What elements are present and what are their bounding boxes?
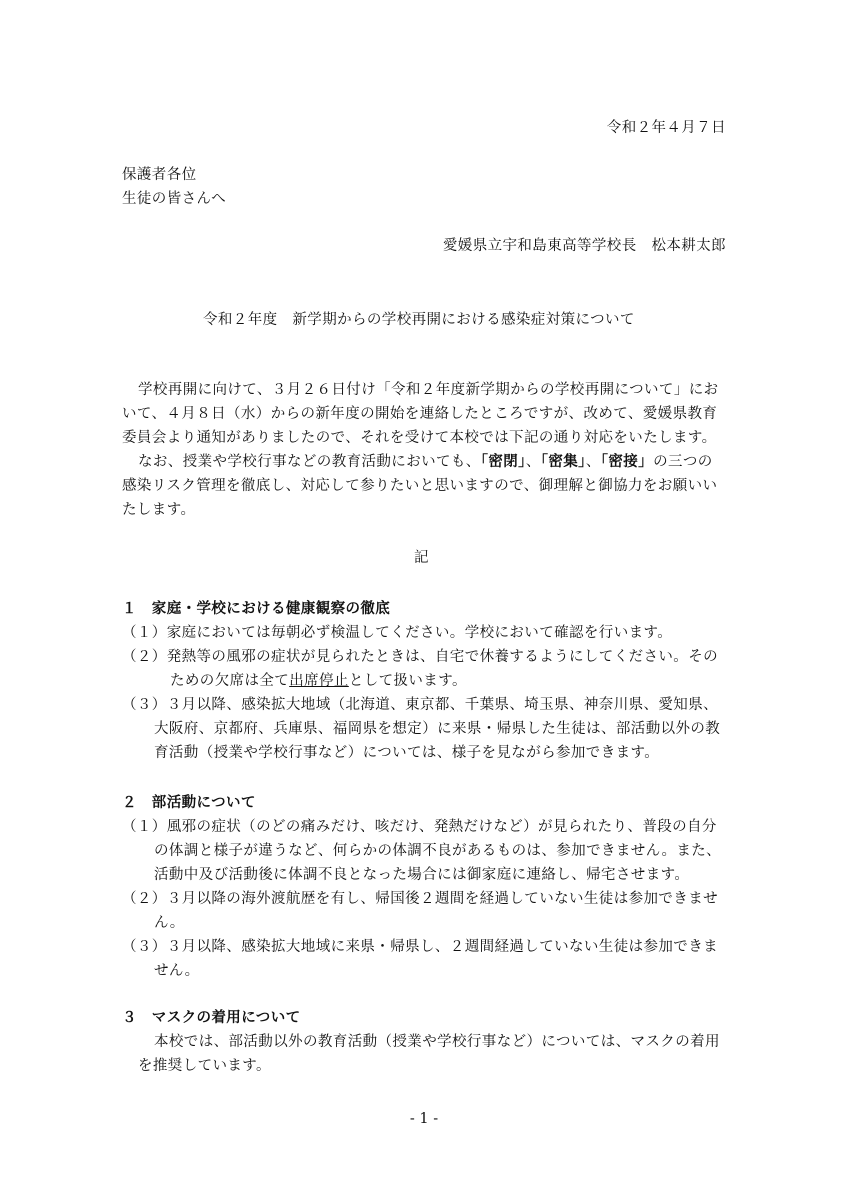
- emphasis-close-contact: 「密接」: [600, 454, 654, 470]
- separator: 、: [525, 454, 541, 470]
- separator: 、: [585, 454, 601, 470]
- section-2-item-1-cont: の体調と様子が違うなど、何らかの体調不良があるものは、参加できません。また、: [154, 843, 722, 859]
- emphasis-crowds: 「密集」: [540, 454, 586, 470]
- date: 令和２年４月７日: [606, 120, 726, 136]
- attendance-suspension-term: 出席停止: [289, 673, 349, 689]
- page-number: - 1 -: [409, 1111, 439, 1127]
- recipient-guardians: 保護者各位: [122, 167, 197, 183]
- item-text: として扱います。: [348, 673, 467, 689]
- emphasis-closed-spaces: 「密閉」: [480, 454, 526, 470]
- ki-marker: 記: [414, 550, 429, 566]
- section-2-item-2: （２）３月以降の海外渡航歴を有し、帰国後２週間を経過していない生徒は参加できませ: [122, 891, 718, 907]
- section-1-item-2: （２）発熱等の風邪の症状が見られたときは、自宅で休養するようにしてください。その: [122, 649, 718, 665]
- recipient-students: 生徒の皆さんへ: [122, 191, 227, 207]
- section-2-item-1-cont: 活動中及び活動後に体調不良となった場合には御家庭に連絡し、帰宅させます。: [154, 867, 690, 883]
- intro-line: 委員会より通知がありましたので、それを受けて本校では下記の通り対応をいたします。: [122, 430, 717, 446]
- section-1-item-3-cont: 育活動（授業や学校行事など）については、様子を見ながら参加できます。: [154, 745, 660, 761]
- section-1-item-3: （３）３月以降、感染拡大地域（北海道、東京都、千葉県、埼玉県、神奈川県、愛知県、: [122, 697, 718, 713]
- intro-line: 感染リスク管理を徹底し、対応して参りたいと思いますので、御理解と御協力をお願いい: [122, 478, 718, 494]
- section-2-item-3: （３）３月以降、感染拡大地域に来県・帰県し、２週間経過していない生徒は参加できま: [122, 939, 718, 955]
- document-title: 令和２年度 新学期からの学校再開における感染症対策について: [203, 312, 635, 328]
- sender: 愛媛県立宇和島東高等学校長 松本耕太郎: [442, 238, 726, 254]
- section-1-item-1: （１）家庭においては毎朝必ず検温してください。学校において確認を行います。: [122, 625, 673, 641]
- section-3-body: を推奨しています。: [138, 1058, 271, 1074]
- section-1-item-2-cont: [170, 671, 467, 691]
- intro-text: の三つの: [653, 454, 713, 470]
- intro-text: なお、授業や学校行事などの教育活動においても、: [138, 454, 481, 470]
- section-3-heading: ３ マスクの着用について: [122, 1010, 301, 1026]
- section-2-item-3-cont: せん。: [154, 963, 200, 979]
- intro-line: いて、４月８日（水）からの新年度の開始を連絡したところですが、改めて、愛媛県教育: [122, 406, 718, 422]
- intro-line: たします。: [122, 502, 196, 518]
- section-3-body: 本校では、部活動以外の教育活動（授業や学校行事など）については、マスクの着用: [154, 1034, 720, 1050]
- item-text: ための欠席は全て: [170, 673, 290, 689]
- section-2-item-1: （１）風邪の症状（のどの痛みだけ、咳だけ、発熱だけなど）が見られたり、普段の自分: [122, 819, 717, 835]
- section-1-heading: １ 家庭・学校における健康観察の徹底: [122, 601, 391, 617]
- section-2-item-2-cont: ん。: [154, 915, 185, 931]
- intro-line-with-emphasis: [138, 452, 713, 472]
- section-1-item-3-cont: 大阪府、京都府、兵庫県、福岡県を想定）に来県・帰県した生徒は、部活動以外の教: [154, 721, 721, 737]
- intro-line: 学校再開に向けて、３月２６日付け「令和２年度新学期からの学校再開について」にお: [138, 382, 719, 398]
- section-2-heading: ２ 部活動について: [122, 795, 256, 811]
